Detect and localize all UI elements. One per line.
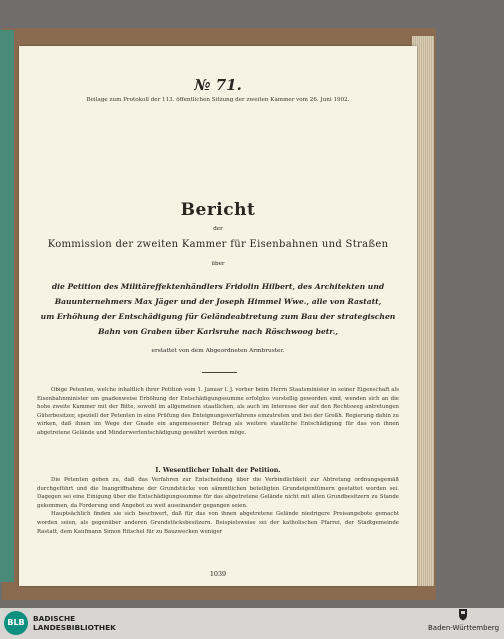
rapporteur-line: erstattet von dem Abgeordneten Armbruster. bbox=[151, 348, 285, 354]
section-heading: I. Wesentlicher Inhalt der Petition. bbox=[155, 466, 281, 474]
paragraph: Obige Petenten, welche inhaltlich ihrer Petition vom 1. Januar l. J. vorher beim Herrn Staatsminister in seiner Eigenschaft als Eisenbahnminister um gnadenweise Erhöhung der Entschädigungssumme erfolglos vorstellig geworden sind, wenden sich an die hohe zweite Kammer mit der Bitte, sowohl im allgemeinen staatlichen, als auch im Interesse der auf den Rechtsweg antretungen Güterbesitzer, speziell der Petenten in eine Prüfung des Enteignungsverfahrens einzutreten und bei der Großh. Regierung dahin zu wirken, daß ihnen im Wege der Gnade ein angemessener Betrag als weitere staatliche Entschädigung für das von ihnen abgetretene Gelände und Minderwertentschädigung gewährt werden möge. bbox=[37, 387, 399, 436]
article-der: der bbox=[213, 226, 223, 232]
petition-line: um Erhöhung der Entschädigung für Geländeabtretung zum Bau der strategischen bbox=[40, 312, 396, 321]
preposition-ueber: über bbox=[211, 261, 225, 267]
document-number: № 71. bbox=[194, 76, 242, 94]
state-crest-icon bbox=[458, 608, 468, 621]
divider bbox=[202, 372, 237, 373]
document-subtitle: Beilage zum Protokoll der 113. öffentlichen Sitzung der zweiten Kammer vom 26. Juni 1902. bbox=[86, 97, 350, 103]
document-page bbox=[19, 46, 417, 586]
page-number: 1039 bbox=[209, 570, 227, 578]
paragraph: Hauptsächlich finden sie sich beschwert, daß für das von ihnen abgetretene Gelände niedrigere Preisangebote gemacht worden seien, als gegenüber anderen Grundstücksbesitzern. Beispielsweise sei der katholischen Pfarrei, der Stadtgemeinde Rastatt, dem Kaufmann Simon Ritschel für zu Bauzwecken weniger bbox=[37, 511, 399, 535]
state-name: Baden-Württemberg bbox=[428, 624, 500, 632]
library-name bbox=[33, 614, 116, 632]
petition-line: Bauunternehmers Max Jäger und der Joseph Himmel Wwe., alle von Rastatt, bbox=[54, 297, 382, 306]
commission-name: Kommission der zweiten Kammer für Eisenbahnen und Straßen bbox=[47, 239, 389, 250]
library-name-line1: BADISCHE bbox=[33, 614, 76, 623]
petition-line: die Petition des Militäreffektenhändlers Fridolin Hilbert, des Architekten und bbox=[51, 282, 385, 291]
book-spine bbox=[0, 30, 14, 582]
intro-paragraph bbox=[37, 386, 399, 438]
petition-subject bbox=[19, 279, 417, 339]
petition-line: Bahn von Graben über Karlsruhe nach Röschwoog betr., bbox=[98, 327, 338, 336]
document-title: Bericht bbox=[180, 200, 256, 220]
blb-logo: BLB bbox=[4, 611, 28, 635]
section-body bbox=[37, 476, 399, 536]
library-name-line2: LANDESBIBLIOTHEK bbox=[33, 623, 116, 632]
paragraph: Die Petenten geben zu, daß das Verfahren zur Entscheidung über die Verbindlichkeit zur Abtretung ordnungsgemäß durchgeführt und die Inangriffnahme der Grundstücke von sämmtlichen beteiligten Grundeigentümern gestattet worden sei. Dagegen sei eine Einigung über die Entschädigungssumme für das abgetretene Gelände nicht mit allen Grundbesitzern zu Stande gekommen, da Forderung und Angebot zu weit auseinander gegangen seien. bbox=[37, 477, 399, 509]
